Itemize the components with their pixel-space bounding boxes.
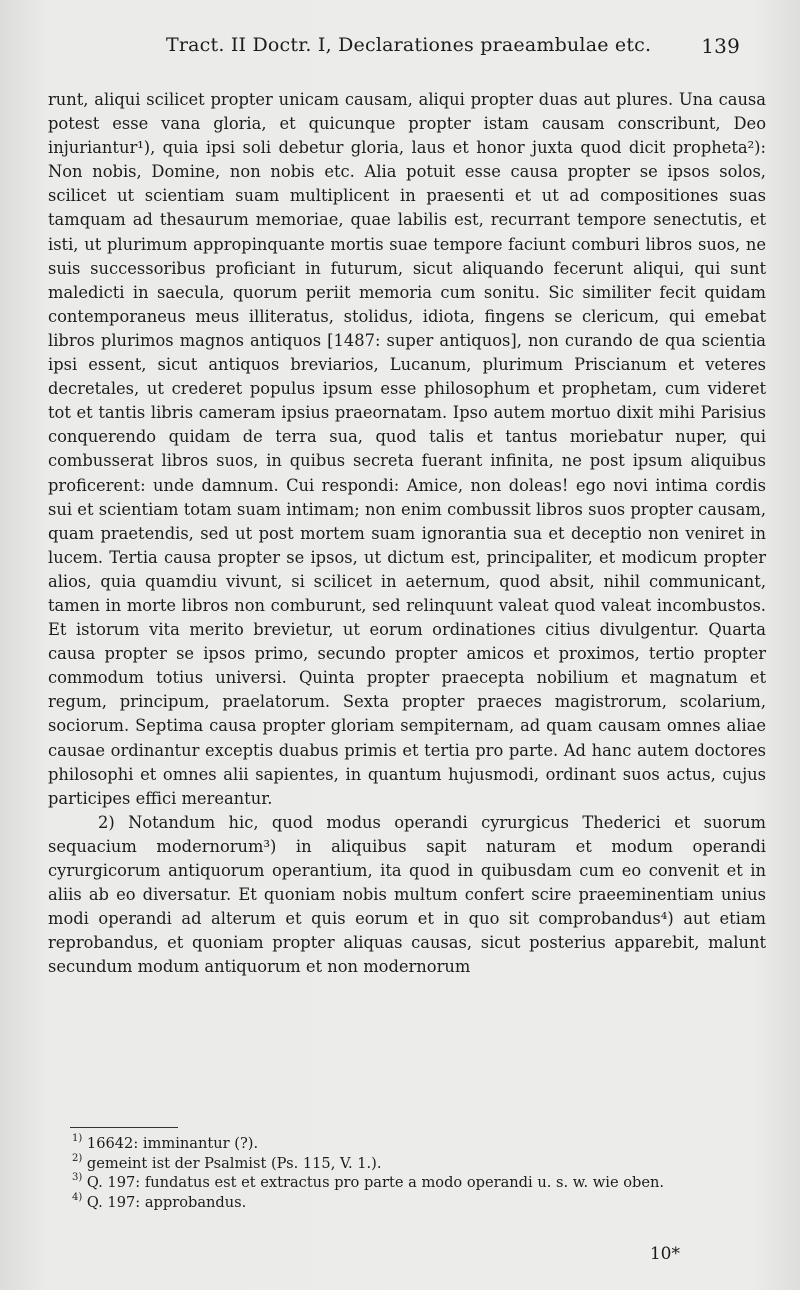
footnote-text: Q. 197: fundatus est et extractus pro parte a modo operandi u. s. w. wie oben. (86, 1174, 665, 1192)
footnotes (60, 1134, 760, 1212)
paragraph-2: 2) Notandum hic, quod modus operandi cyrurgicus Thederici et suorum sequacium modernorum³) in aliquibus sapit naturam et modum operandi cyrurgicorum antiquorum operantium, ita quod in quibusdam cum eo convenit et in aliis ab eo diversatur. Et quoniam nobis multum confert scire praeeminentiam unius modi operandi ad alterum et quis eorum et in quo sit comprobandus⁴) aut etiam reprobandus, et quoniam propter aliquas causas, sicut posterius apparebit, malunt secundum modum antiquorum et non modernorum (48, 812, 766, 977)
footnote-mark: 4) (72, 1191, 83, 1203)
footnote-text: Q. 197: approbandus. (86, 1193, 247, 1211)
main-text (48, 88, 766, 979)
footnote-text: gemeint ist der Psalmist (Ps. 115, V. 1.). (86, 1154, 382, 1172)
footnote-3 (60, 1173, 760, 1193)
footnote-1 (60, 1134, 760, 1154)
footnote-4 (60, 1193, 760, 1213)
signature-mark: 10* (649, 1244, 680, 1264)
running-title: Tract. II Doctr. I, Declarationes praeambulae etc. (166, 34, 652, 56)
footnote-rule (70, 1127, 178, 1128)
footnote-2 (60, 1154, 760, 1174)
page-number: 139 (701, 34, 740, 58)
paragraph-1: runt, aliqui scilicet propter unicam causam, aliqui propter duas aut plures. Una causa potest esse vana gloria, et quicunque propter istam causam conscribunt, Deo injuriantur¹), quia ipsi soli debetur gloria, laus et honor juxta quod dicit propheta²): Non nobis, Domine, non nobis etc. Alia potuit esse causa propter se ipsos solos, scilicet ut scientiam suam multiplicent in praesenti et ut ad compositiones suas tamquam ad thesaurum memoriae, quae labilis est, recurrant tempore senectutis, et isti, ut plurimum appropinquante mortis suae tempore faciunt comburi libros suos, ne suis successoribus proficiant in futurum, sicut aliquando fecerunt aliqui, qui sunt maledicti in saecula, quorum periit memoria cum sonitu. Sic similiter fecit quidam contemporaneus meus illiteratus, stolidus, idiota, fingens se clericum, qui emebat libros plurimos magnos antiquos [1487: super antiquos], non curando de qua scientia ipsi essent, sicut antiquos breviarios, Lucanum, plurimum Priscianum et veteres decretales, ut crederet populus ipsum esse philosophum et prophetam, cum videret tot et tantis libris cameram ipsius praeornatam. Ipso autem mortuo dixit mihi Parisius conquerendo quidam de terra sua, quod talis et tantus moriebatur nuper, qui combusserat libros suos, in quibus secreta fuerant infinita, ne post ipsum aliquibus proficerent: unde damnum. Cui respondi: Amice, non doleas! ego novi intima cordis sui et scientiam totam suam intimam; non enim combussit libros suos propter causam, quam praetendis, sed ut post mortem suam ignorantia sua et deceptio non veniret in lucem. Tertia causa propter se ipsos, ut dictum est, principaliter, et modicum propter alios, quia quamdiu vivunt, si scilicet in aeternum, quod absit, nihil communicant, tamen in morte libros non comburunt, sed relinquunt valeat quod valeat incombustos. Et istorum vita merito brevietur, ut eorum ordinationes citius divulgentur. Quarta causa propter se ipsos primo, secundo propter amicos et proximos, tertio propter commodum totius universi. Quinta propter praecepta nobilium et magnatum et regum, principum, praelatorum. Sexta propter praeces magistrorum, scolarium, sociorum. Septima causa propter gloriam sempiternam, ad quam causam omnes aliae causae ordinantur exceptis duabus primis et tertia pro parte. Ad hanc autem doctores philosophi et omnes alii sapientes, in quantum hujusmodi, ordinant suos actus, cujus participes effici mereantur. (48, 90, 766, 808)
footnote-mark: 2) (72, 1152, 83, 1164)
footnote-text: 16642: imminantur (?). (86, 1135, 259, 1152)
footnote-mark: 3) (72, 1172, 83, 1184)
footnote-mark: 1) (72, 1133, 83, 1144)
